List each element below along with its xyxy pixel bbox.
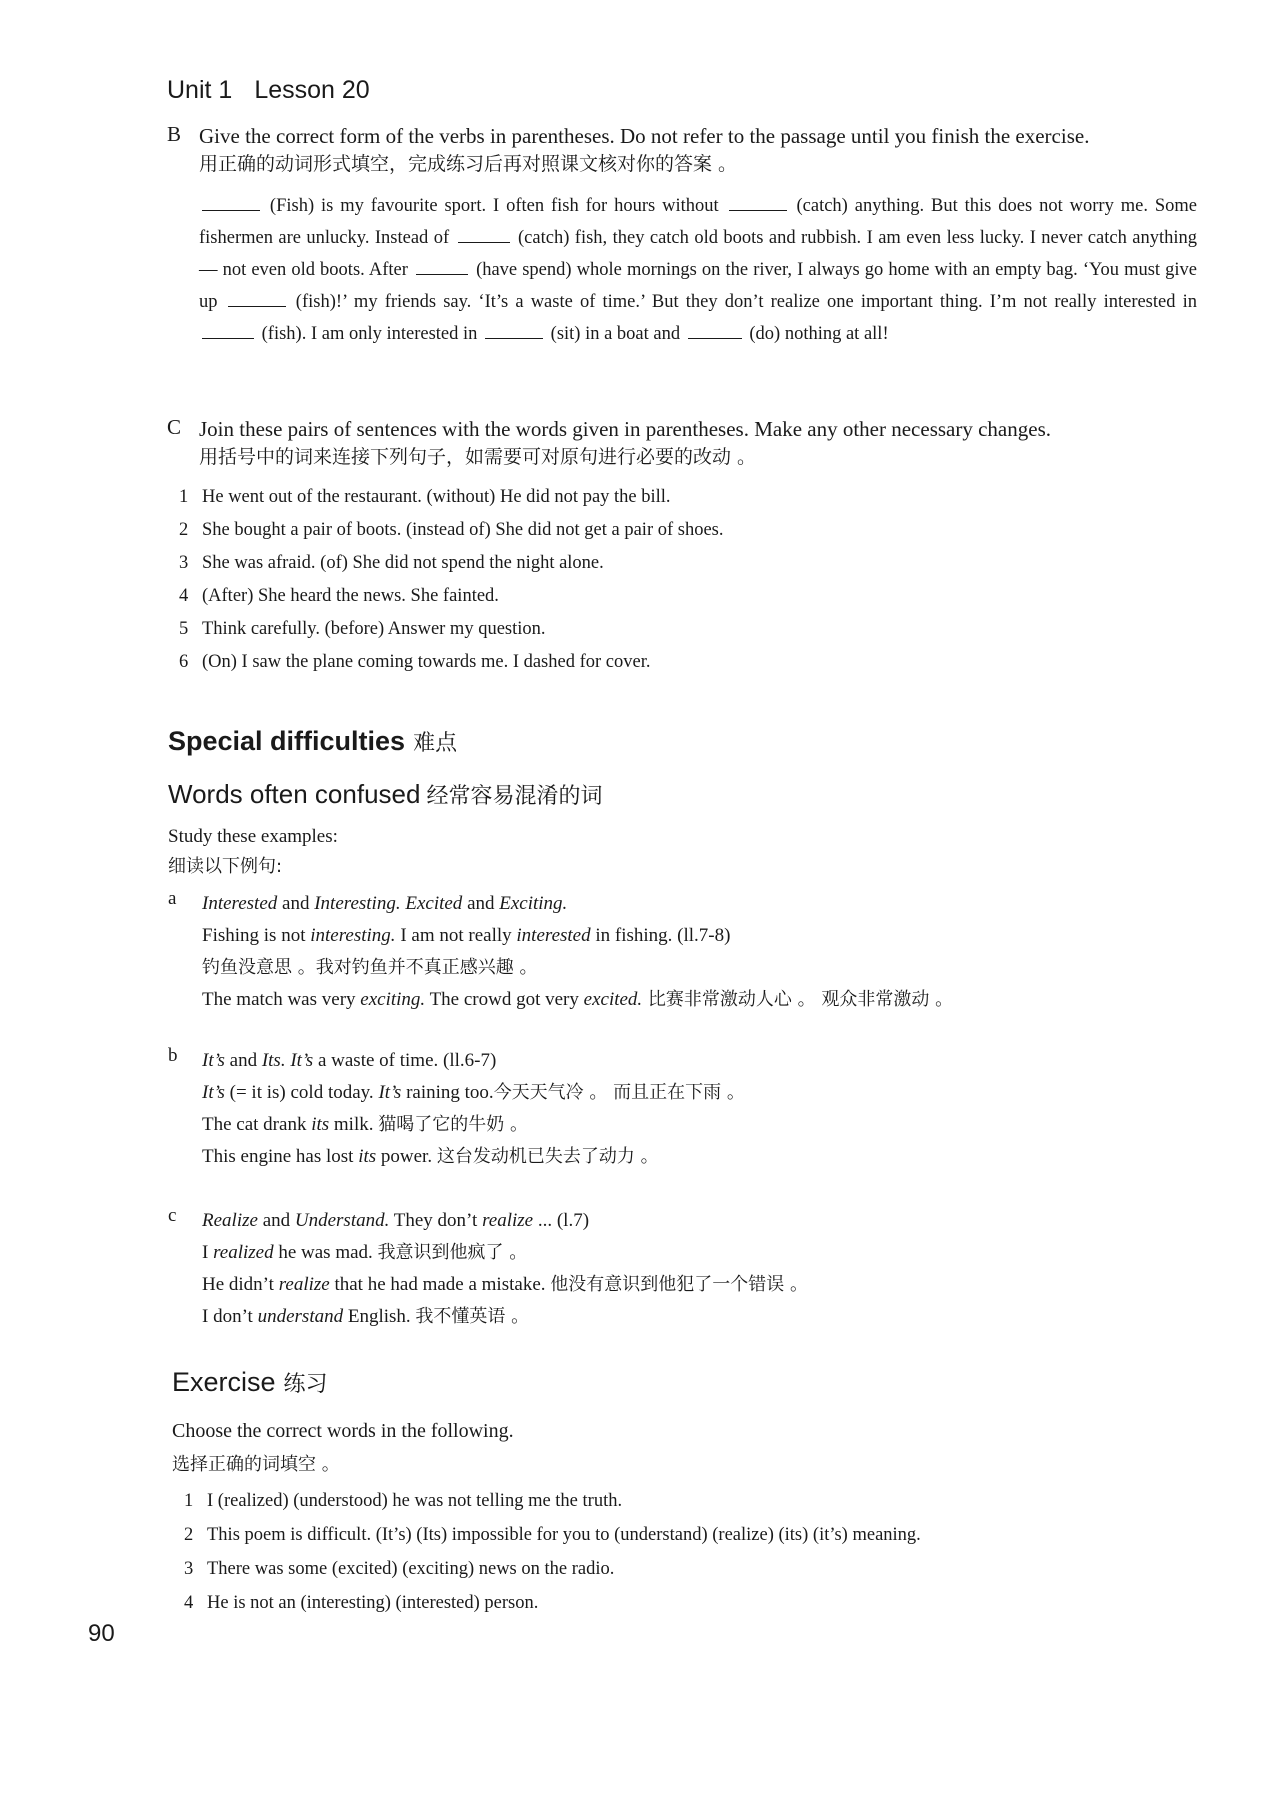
section-b-instruction-cn: 用正确的动词形式填空，完成练习后再对照课文核对你的答案 。 bbox=[199, 153, 738, 175]
special-title: Special difficulties bbox=[168, 726, 406, 756]
italic-word: It’s bbox=[378, 1082, 402, 1103]
passage-text-1: (Fish) is my favourite sport. I often fish for hours without bbox=[269, 196, 719, 216]
item-text: (After) She heard the news. She fainted. bbox=[202, 586, 499, 606]
text: He didn’t bbox=[202, 1274, 279, 1295]
item-text: She bought a pair of boots. (instead of) She did not get a pair of shoes. bbox=[202, 520, 724, 540]
italic-word: It’s bbox=[202, 1082, 225, 1103]
list-item bbox=[172, 1586, 1172, 1620]
text: I bbox=[202, 1242, 214, 1263]
special-title-cn: 难点 bbox=[413, 731, 458, 756]
item-number: 5 bbox=[179, 619, 189, 639]
item-number: 1 bbox=[179, 487, 189, 507]
item-text: There was some (excited) (exciting) news on the radio. bbox=[207, 1559, 615, 1579]
exercise-heading bbox=[172, 1367, 328, 1398]
italic-word: its bbox=[358, 1146, 377, 1167]
text: in fishing. (ll.7-8) bbox=[590, 925, 731, 946]
italic-word: Interested bbox=[202, 893, 278, 914]
study-line: Study these examples: bbox=[168, 826, 338, 847]
text: They don’t bbox=[389, 1210, 483, 1231]
italic-word: It’s bbox=[202, 1050, 225, 1071]
italic-word: realize bbox=[482, 1210, 534, 1231]
section-c-letter: C bbox=[167, 415, 182, 439]
italic-word: interested bbox=[516, 925, 591, 946]
italic-word: its bbox=[311, 1114, 330, 1135]
text: (= it is) cold today. bbox=[224, 1082, 379, 1103]
blank-6[interactable] bbox=[202, 337, 254, 339]
study-instruction bbox=[168, 822, 338, 882]
passage-text-5: (fish)!’ my friends say. ‘It’s a waste of time.’ But they don’t realize one important thing. I’m not really interested in bbox=[295, 292, 1198, 312]
text: The cat drank bbox=[202, 1114, 312, 1135]
passage-text-6: (fish). I am only interested in bbox=[261, 324, 478, 344]
text: The match was very bbox=[202, 989, 361, 1010]
block-letter: a bbox=[168, 888, 177, 909]
example-line bbox=[202, 1077, 1208, 1109]
example-line-cn: 钓鱼没意思 。我对钓鱼并不真正感兴趣 。 bbox=[202, 957, 538, 978]
list-item bbox=[167, 514, 1197, 547]
item-number: 2 bbox=[179, 520, 189, 540]
text: power. bbox=[376, 1146, 437, 1167]
item-text: She was afraid. (of) She did not spend the night alone. bbox=[202, 553, 604, 573]
section-c-instruction-cn: 用括号中的词来连接下列句子，如需要可对原句进行必要的改动 。 bbox=[199, 446, 757, 468]
exercise-title-cn: 练习 bbox=[283, 1372, 328, 1397]
translation: 我不懂英语 。 bbox=[415, 1306, 530, 1327]
exercise-list bbox=[172, 1484, 1172, 1620]
item-text: I (realized) (understood) he was not telling me the truth. bbox=[207, 1491, 623, 1511]
item-number: 4 bbox=[184, 1593, 194, 1613]
text: raining too. bbox=[401, 1082, 494, 1103]
exercise-instruction bbox=[172, 1414, 514, 1482]
list-item bbox=[172, 1552, 1172, 1586]
words-confused-title-cn: 经常容易混淆的词 bbox=[426, 784, 603, 809]
translation: 我意识到他疯了 。 bbox=[377, 1242, 528, 1263]
example-block-a bbox=[168, 888, 1208, 1016]
page-header bbox=[167, 76, 370, 105]
section-c bbox=[167, 415, 1197, 679]
translation: 这台发动机已失去了动力 。 bbox=[436, 1146, 659, 1167]
text: milk. bbox=[329, 1114, 379, 1135]
block-letter: b bbox=[168, 1045, 178, 1066]
item-number: 6 bbox=[179, 652, 189, 672]
text: and bbox=[224, 1050, 262, 1071]
example-line bbox=[202, 1237, 1208, 1269]
block-heading bbox=[202, 1045, 1208, 1077]
italic-word: It’s bbox=[290, 1050, 314, 1071]
section-b-instruction: Give the correct form of the verbs in parentheses. Do not refer to the passage until you finish the exercise. bbox=[199, 124, 1090, 148]
list-item bbox=[167, 547, 1197, 580]
item-text: He is not an (interesting) (interested) person. bbox=[207, 1593, 539, 1613]
item-text: He went out of the restaurant. (without) He did not pay the bill. bbox=[202, 487, 671, 507]
passage-text-8: (do) nothing at all! bbox=[749, 324, 889, 344]
italic-word: interesting. bbox=[310, 925, 396, 946]
translation: 猫喝了它的牛奶 。 bbox=[378, 1114, 528, 1135]
section-b bbox=[167, 122, 1197, 350]
example-line bbox=[202, 920, 1208, 952]
page-number: 90 bbox=[88, 1620, 115, 1647]
item-text: This poem is difficult. (It’s) (Its) impossible for you to (understand) (realize) (its) (it’s) meaning. bbox=[207, 1525, 921, 1545]
fill-in-passage bbox=[199, 190, 1197, 350]
example-block-b bbox=[168, 1045, 1208, 1173]
text: English. bbox=[343, 1306, 416, 1327]
italic-word: Understand. bbox=[294, 1210, 390, 1231]
italic-word: realize bbox=[278, 1274, 330, 1295]
blank-5[interactable] bbox=[228, 305, 286, 307]
item-number: 3 bbox=[184, 1559, 194, 1579]
item-number: 3 bbox=[179, 553, 189, 573]
italic-word: Excited bbox=[405, 893, 463, 914]
text: I am not really bbox=[395, 925, 517, 946]
blank-1[interactable] bbox=[202, 209, 260, 211]
block-heading bbox=[202, 1205, 1208, 1237]
unit-label: Unit 1 bbox=[167, 76, 233, 104]
text: he was mad. bbox=[273, 1242, 378, 1263]
italic-word: exciting. bbox=[360, 989, 426, 1010]
list-item bbox=[167, 580, 1197, 613]
item-number: 2 bbox=[184, 1525, 194, 1545]
list-item bbox=[167, 613, 1197, 646]
italic-word: Its. bbox=[261, 1050, 286, 1071]
study-line-cn: 细读以下例句: bbox=[168, 856, 283, 877]
exercise-instruction-en: Choose the correct words in the following. bbox=[172, 1420, 514, 1442]
italic-word: excited. bbox=[583, 989, 643, 1010]
text: Fishing is not bbox=[202, 925, 311, 946]
blank-2[interactable] bbox=[729, 209, 787, 211]
list-item bbox=[172, 1484, 1172, 1518]
italic-word: Realize bbox=[202, 1210, 258, 1231]
item-number: 1 bbox=[184, 1491, 194, 1511]
italic-word: Exciting. bbox=[499, 893, 568, 914]
text: and bbox=[462, 893, 500, 914]
italic-word: Interesting. bbox=[314, 893, 401, 914]
text: ... (l.7) bbox=[533, 1210, 590, 1231]
section-c-list bbox=[167, 481, 1197, 679]
example-line bbox=[202, 1141, 1208, 1173]
list-item bbox=[172, 1518, 1172, 1552]
text: and bbox=[277, 893, 315, 914]
passage-text-2: (catch) anything. But this does not worry me. Some fishermen are unlucky. Instead of bbox=[199, 196, 1197, 248]
example-line bbox=[202, 1109, 1208, 1141]
passage-text-3: (catch) fish, they catch old boots and rubbish. I am even less lucky. I never catch anything — not even old boots. After bbox=[199, 228, 1198, 280]
text: I don’t bbox=[202, 1306, 258, 1327]
example-block-c bbox=[168, 1205, 1208, 1333]
translation: 他没有意识到他犯了一个错误 。 bbox=[550, 1274, 808, 1295]
italic-word: realized bbox=[213, 1242, 274, 1263]
exercise-title: Exercise bbox=[172, 1367, 276, 1397]
lesson-label: Lesson 20 bbox=[254, 76, 370, 104]
text: and bbox=[257, 1210, 295, 1231]
text: The crowd got very bbox=[425, 989, 584, 1010]
item-text: (On) I saw the plane coming towards me. I dashed for cover. bbox=[202, 652, 651, 672]
section-b-letter: B bbox=[167, 122, 182, 146]
list-item bbox=[167, 646, 1197, 679]
words-confused-title: Words often confused bbox=[168, 779, 421, 809]
passage-text-4: (have spend) whole mornings on the river, I always go home with an empty bag. ‘You must give up bbox=[199, 260, 1198, 312]
example-line bbox=[202, 1269, 1208, 1301]
item-text: Think carefully. (before) Answer my question. bbox=[202, 619, 546, 639]
special-difficulties-heading bbox=[168, 726, 457, 757]
exercise-instruction-cn: 选择正确的词填空 。 bbox=[172, 1454, 340, 1475]
passage-text-7: (sit) in a boat and bbox=[550, 324, 681, 344]
translation: 比赛非常激动人心 。 观众非常激动 。 bbox=[642, 989, 954, 1010]
item-number: 4 bbox=[179, 586, 189, 606]
blank-7[interactable] bbox=[485, 337, 543, 339]
example-line bbox=[202, 1301, 1208, 1333]
block-heading bbox=[202, 888, 1208, 920]
blank-4[interactable] bbox=[416, 273, 468, 275]
blank-8[interactable] bbox=[688, 337, 742, 339]
text: a waste of time. (ll.6-7) bbox=[313, 1050, 497, 1071]
example-line bbox=[202, 984, 1208, 1016]
blank-3[interactable] bbox=[458, 241, 510, 243]
section-c-instruction: Join these pairs of sentences with the words given in parentheses. Make any other necessary changes. bbox=[199, 417, 1051, 441]
text: This engine has lost bbox=[202, 1146, 359, 1167]
list-item bbox=[167, 481, 1197, 514]
italic-word: understand bbox=[257, 1306, 344, 1327]
translation: 今天天气冷 。 而且正在下雨 。 bbox=[493, 1082, 745, 1103]
words-confused-heading bbox=[168, 779, 602, 810]
text: that he had made a mistake. bbox=[329, 1274, 551, 1295]
block-letter: c bbox=[168, 1205, 177, 1226]
